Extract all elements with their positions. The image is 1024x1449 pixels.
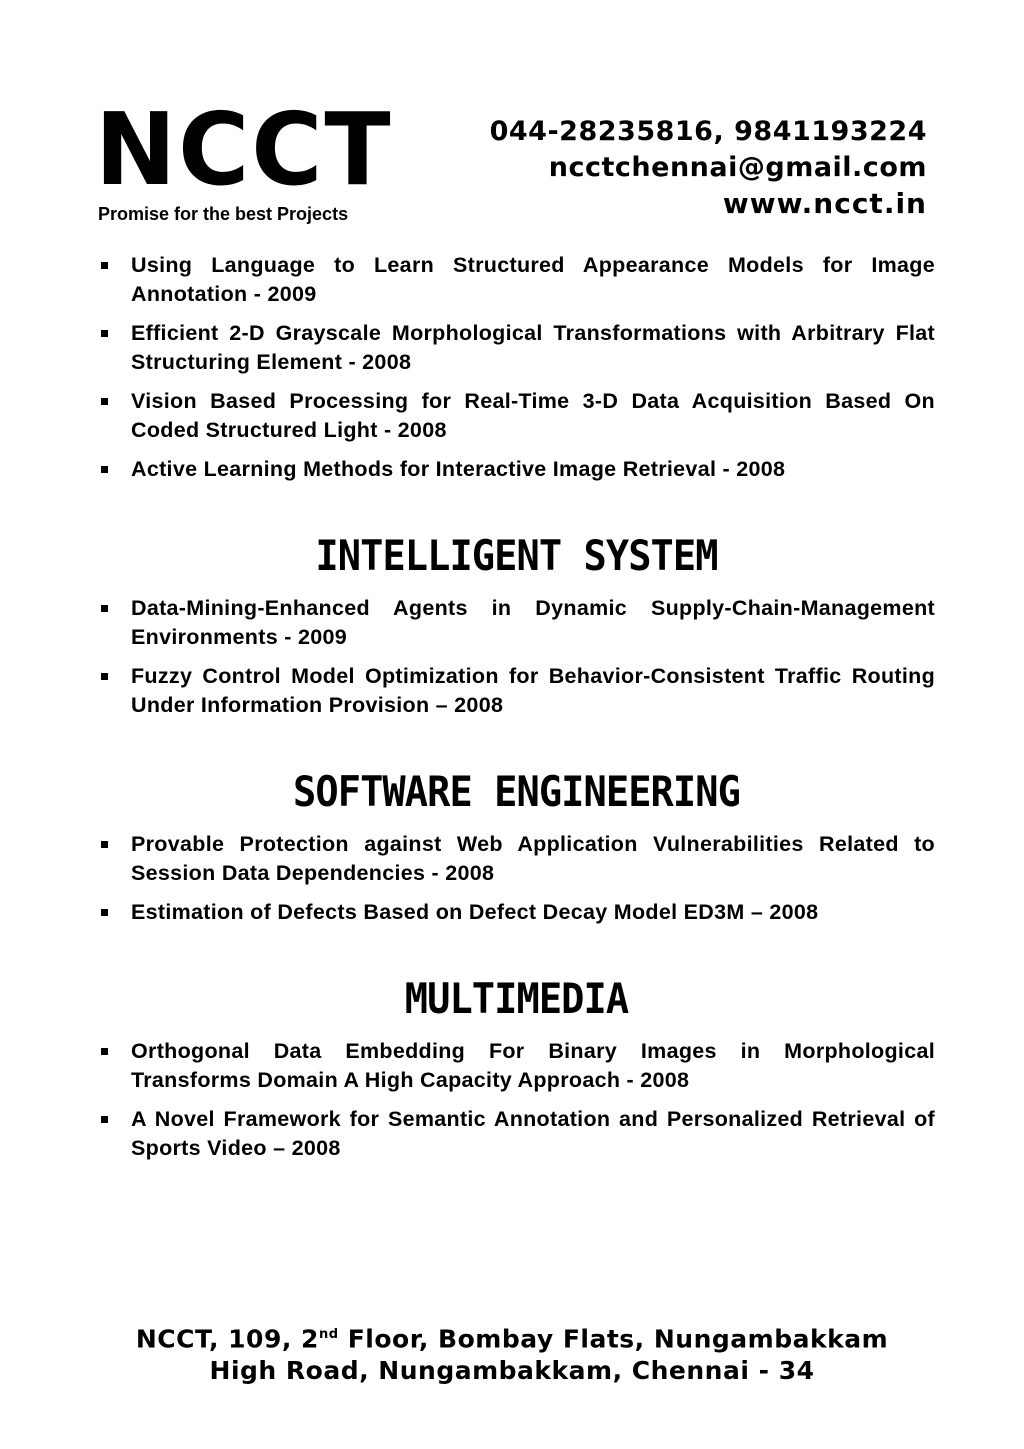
- ncct-logo: NCCT: [95, 91, 393, 208]
- list-item: Data-Mining-Enhanced Agents in Dynamic Supply-Chain-Management Environments - 2009: [98, 594, 935, 652]
- list-item: Orthogonal Data Embedding For Binary Images in Morphological Transforms Domain A High Capacity Approach - 2008: [98, 1037, 935, 1095]
- tagline: Promise for the best Projects: [98, 204, 349, 224]
- project-list: [98, 251, 935, 1173]
- website-address: www.ncct.in: [722, 187, 927, 220]
- address-line-1: NCCT, 109, 2nd Floor, Bombay Flats, Nungambakkam: [135, 1324, 889, 1354]
- list-item: Active Learning Methods for Interactive Image Retrieval - 2008: [98, 455, 935, 484]
- square-bullet-icon: [101, 673, 108, 680]
- address-footer: [0, 1319, 1024, 1387]
- square-bullet-icon: [101, 909, 108, 916]
- square-bullet-icon: [101, 330, 108, 337]
- square-bullet-icon: [101, 605, 108, 612]
- square-bullet-icon: [101, 1116, 108, 1123]
- square-bullet-icon: [101, 398, 108, 405]
- square-bullet-icon: [101, 466, 108, 473]
- multimedia-list: [98, 1037, 935, 1163]
- list-item: Fuzzy Control Model Optimization for Behavior-Consistent Traffic Routing Under Information Provision – 2008: [98, 662, 935, 720]
- square-bullet-icon: [101, 262, 108, 269]
- contact-block: [490, 114, 927, 222]
- square-bullet-icon: [101, 1048, 108, 1055]
- phone-numbers: 044-28235816, 9841193224: [489, 116, 927, 147]
- intro-item-list: [98, 251, 935, 484]
- address-line-2: High Road, Nungambakkam, Chennai - 34: [209, 1356, 815, 1386]
- list-item: Provable Protection against Web Application Vulnerabilities Related to Session Data Dependencies - 2008: [98, 830, 935, 888]
- email-address: ncctchennai@gmail.com: [548, 152, 927, 183]
- list-item: Efficient 2-D Grayscale Morphological Transformations with Arbitrary Flat Structuring Element - 2008: [98, 319, 935, 377]
- section-title-software-engineering: SOFTWARE ENGINEERING: [293, 767, 740, 816]
- list-item: Vision Based Processing for Real-Time 3-D Data Acquisition Based On Coded Structured Light - 2008: [98, 387, 935, 445]
- square-bullet-icon: [101, 841, 108, 848]
- section-title-intelligent-system: INTELLIGENT SYSTEM: [315, 531, 718, 580]
- section-title-multimedia: MULTIMEDIA: [404, 974, 629, 1023]
- list-item: A Novel Framework for Semantic Annotation and Personalized Retrieval of Sports Video – 2008: [98, 1105, 935, 1163]
- intelligent-system-list: [98, 594, 935, 720]
- software-engineering-list: [98, 830, 935, 927]
- list-item: Using Language to Learn Structured Appearance Models for Image Annotation - 2009: [98, 251, 935, 309]
- list-item: Estimation of Defects Based on Defect Decay Model ED3M – 2008: [98, 898, 935, 927]
